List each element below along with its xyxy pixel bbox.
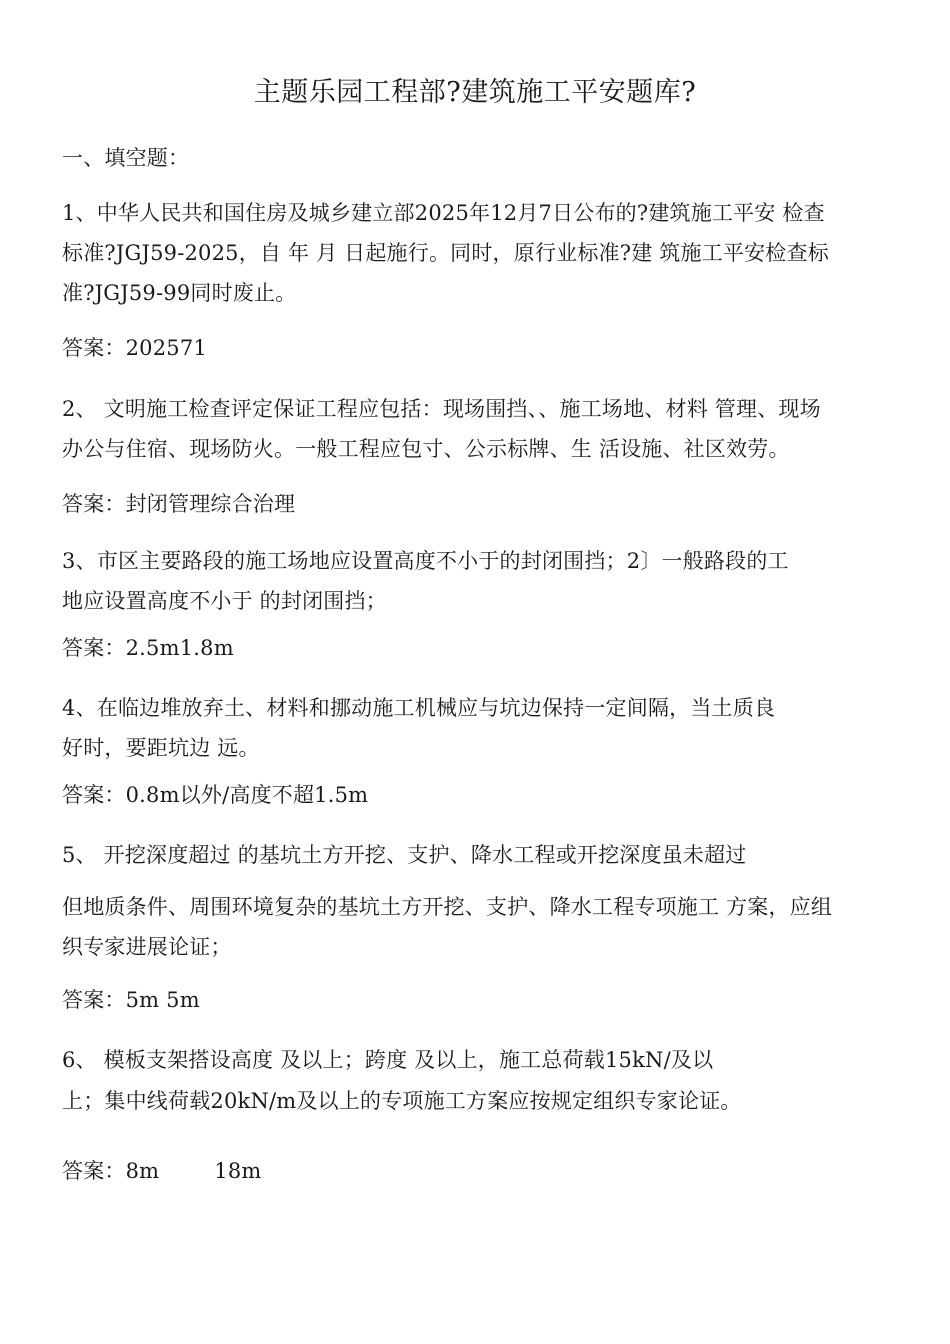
question-5-line-2: 但地质条件、周围环境复杂的基坑土方开挖、支护、降水工程专项施工 方案，应组 bbox=[62, 895, 833, 919]
question-5-answer: 答案：5m 5m bbox=[62, 988, 200, 1012]
question-6-answer: 答案：8m 18m bbox=[62, 1159, 262, 1183]
question-6-line-2: 上；集中线荷载20kN/m及以上的专项施工方案应按规定组织专家论证。 bbox=[62, 1089, 742, 1113]
question-4-line-1: 4、在临边堆放弃土、材料和挪动施工机械应与坑边保持一定间隔，当土质良 bbox=[62, 696, 776, 720]
question-1-line-3: 准?JGJ59-99同时废止。 bbox=[62, 281, 297, 305]
question-4-answer: 答案：0.8m以外/高度不超1.5m bbox=[62, 783, 369, 807]
question-3-line-2: 地应设置高度不小于 的封闭围挡； bbox=[62, 589, 387, 613]
section-heading: 一、填空题： bbox=[62, 146, 190, 170]
question-2-answer: 答案：封闭管理综合治理 bbox=[62, 492, 296, 516]
question-4-line-2: 好时，要距坑边 远。 bbox=[62, 736, 260, 760]
question-1-line-1: 1、中华人民共和国住房及城乡建立部2025年12月7日公布的?建筑施工平安 检查 bbox=[62, 201, 825, 225]
question-5-line-3: 织专家进展论证； bbox=[62, 935, 232, 959]
question-1-line-2: 标准?JGJ59-2025，自 年 月 日起施行。同时，原行业标准?建 筑施工平安检查标 bbox=[62, 241, 829, 265]
question-3-line-1: 3、市区主要路段的施工场地应设置高度不小于的封闭围挡；2〕一般路段的工 bbox=[62, 549, 789, 573]
question-3-answer: 答案：2.5m1.8m bbox=[62, 636, 234, 660]
question-6-line-1: 6、 模板支架搭设高度 及以上；跨度 及以上，施工总荷载15kN/及以 bbox=[62, 1048, 714, 1072]
question-5-line-1: 5、 开挖深度超过 的基坑土方开挖、支护、降水工程或开挖深度虽未超过 bbox=[62, 843, 747, 867]
question-2-line-1: 2、 文明施工检查评定保证工程应包括：现场围挡、、施工场地、材料 管理、现场 bbox=[62, 397, 821, 421]
question-2-line-2: 办公与住宿、现场防火。一般工程应包寸、公示标牌、生 活设施、社区效劳。 bbox=[62, 437, 790, 461]
question-1-answer: 答案：202571 bbox=[62, 336, 207, 360]
document-title: 主题乐园工程部?建筑施工平安题库? bbox=[253, 77, 697, 108]
